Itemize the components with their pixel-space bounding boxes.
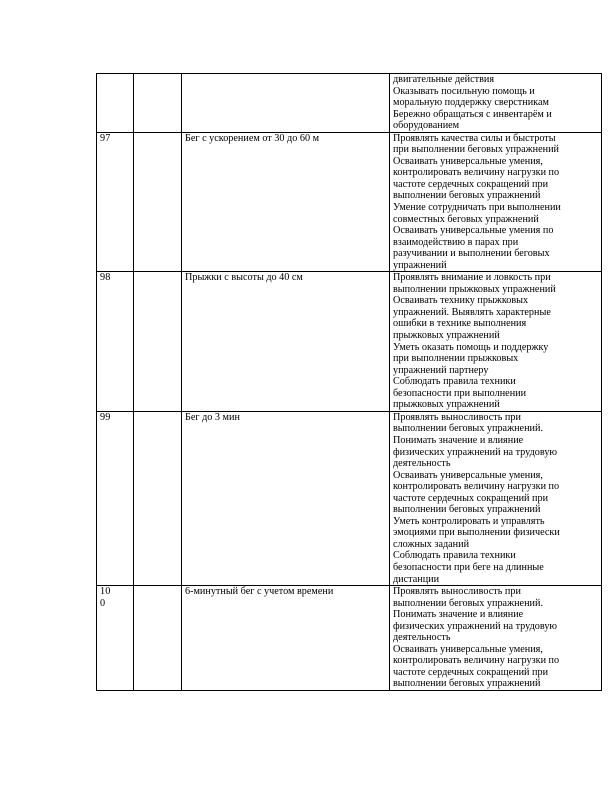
activity-line: Проявлять выносливость при — [393, 586, 521, 598]
activity-line: выполнении беговых упражнений — [393, 504, 541, 516]
lesson-hours-cell — [134, 272, 182, 412]
activity-line: выполнении беговых упражнений — [393, 678, 541, 690]
document-page — [96, 73, 601, 691]
activity-line: Осваивать универсальные умения, — [393, 155, 543, 167]
activity-line: деятельность — [393, 632, 451, 644]
student-activities-cell — [390, 74, 602, 133]
activity-line: Уметь контролировать и управлять — [393, 515, 545, 527]
activity-line: оборудованием — [393, 120, 460, 132]
activity-line: Осваивать универсальные умения, — [393, 643, 543, 655]
activity-line: прыжковых упражнений — [393, 330, 500, 342]
lesson-number: 99 — [100, 411, 111, 423]
activity-line: физических упражнений на трудовую — [393, 620, 558, 632]
table-row — [97, 74, 602, 133]
activity-line: Бережно обращаться с инвентарём и — [393, 108, 552, 120]
activity-line: при выполнении беговых упражнений — [393, 144, 559, 156]
table-row — [97, 411, 602, 585]
table-row — [97, 586, 602, 691]
activity-line: при выполнении прыжковых — [393, 353, 519, 365]
activity-line: Умение сотрудничать при выполнении — [393, 202, 561, 214]
activity-line: безопасности при беге на длинные — [393, 561, 544, 573]
lesson-topic-cell — [182, 586, 390, 691]
lesson-hours-cell — [134, 586, 182, 691]
activity-line: Проявлять качества силы и быстроты — [393, 132, 556, 144]
activity-line: ошибки в технике выполнения — [393, 318, 527, 330]
lesson-topic-cell — [182, 74, 390, 133]
lesson-topic: Бег с ускорением от 30 до 60 м — [185, 132, 320, 144]
lesson-hours-cell — [134, 74, 182, 133]
activity-line: выполнении прыжковых упражнений — [393, 283, 556, 295]
activity-line: частоте сердечных сокращений при — [393, 178, 549, 190]
activity-line: упражнений партнеру — [393, 364, 489, 376]
table-row — [97, 132, 602, 272]
activity-line: Осваивать технику прыжковых — [393, 295, 529, 307]
activity-line: Осваивать универсальные умения по — [393, 225, 554, 237]
activity-line: Понимать значение и влияние — [393, 434, 524, 446]
activity-line: упражнений. Выявлять характерные — [393, 306, 551, 318]
lesson-topic: 6-минутный бег с учетом времени — [185, 586, 334, 598]
activity-line: двигательные действия — [393, 74, 495, 85]
activity-line: разучивании и выполнении беговых — [393, 248, 550, 260]
activity-line: контролировать величину нагрузки по — [393, 167, 560, 179]
table-row — [97, 272, 602, 412]
activity-line: взаимодействию в парах при — [393, 236, 519, 248]
activity-line: Осваивать универсальные умения, — [393, 469, 543, 481]
lesson-hours-cell — [134, 132, 182, 272]
activity-line: Понимать значение и влияние — [393, 609, 524, 621]
activity-line: совместных беговых упражнений — [393, 213, 539, 225]
activity-line: деятельность — [393, 458, 451, 470]
activity-line: выполнении беговых упражнений. — [393, 597, 543, 609]
activity-line: контролировать величину нагрузки по — [393, 655, 560, 667]
student-activities-cell — [390, 411, 602, 585]
activity-line: частоте сердечных сокращений при — [393, 666, 549, 678]
lesson-topic: Бег до 3 мин — [185, 411, 240, 423]
lesson-number-cell — [97, 411, 134, 585]
lesson-number-cell — [97, 586, 134, 691]
lesson-number-cell — [97, 74, 134, 133]
activity-line: упражнений — [393, 259, 447, 271]
student-activities-cell — [390, 272, 602, 412]
student-activities-cell — [390, 132, 602, 272]
lesson-topic-cell — [182, 132, 390, 272]
lesson-number: 98 — [100, 272, 111, 284]
lesson-plan-table-body — [97, 74, 602, 691]
lesson-hours-cell — [134, 411, 182, 585]
activity-line: прыжковых упражнений — [393, 399, 500, 411]
activity-line: моральную поддержку сверстникам — [393, 97, 549, 109]
activity-line: Соблюдать правила техники — [393, 550, 516, 562]
activity-line: Проявлять выносливость при — [393, 411, 521, 423]
activity-line: дистанции — [393, 573, 440, 585]
activity-line: Уметь оказать помощь и поддержку — [393, 341, 549, 353]
lesson-number-cell — [97, 272, 134, 412]
lesson-number: 97 — [100, 132, 111, 144]
activity-line: контролировать величину нагрузки по — [393, 481, 560, 493]
activity-line: сложных заданий — [393, 538, 470, 550]
activity-line: Проявлять внимание и ловкость при — [393, 272, 551, 284]
student-activities-cell — [390, 586, 602, 691]
lesson-plan-table — [96, 73, 602, 691]
lesson-topic-cell — [182, 272, 390, 412]
lesson-topic-cell — [182, 411, 390, 585]
activity-line: Соблюдать правила техники — [393, 376, 516, 388]
activity-line: Оказывать посильную помощь и — [393, 85, 535, 97]
activity-line: безопасности при выполнении — [393, 387, 527, 399]
activity-line: выполнении беговых упражнений — [393, 190, 541, 202]
lesson-topic: Прыжки с высоты до 40 см — [185, 272, 303, 284]
activity-line: частоте сердечных сокращений при — [393, 492, 549, 504]
activity-line: физических упражнений на трудовую — [393, 446, 558, 458]
activity-line: эмоциями при выполнении физически — [393, 527, 560, 539]
lesson-number-cell — [97, 132, 134, 272]
activity-line: выполнении беговых упражнений. — [393, 423, 543, 435]
lesson-number: 10 0 — [100, 586, 111, 609]
